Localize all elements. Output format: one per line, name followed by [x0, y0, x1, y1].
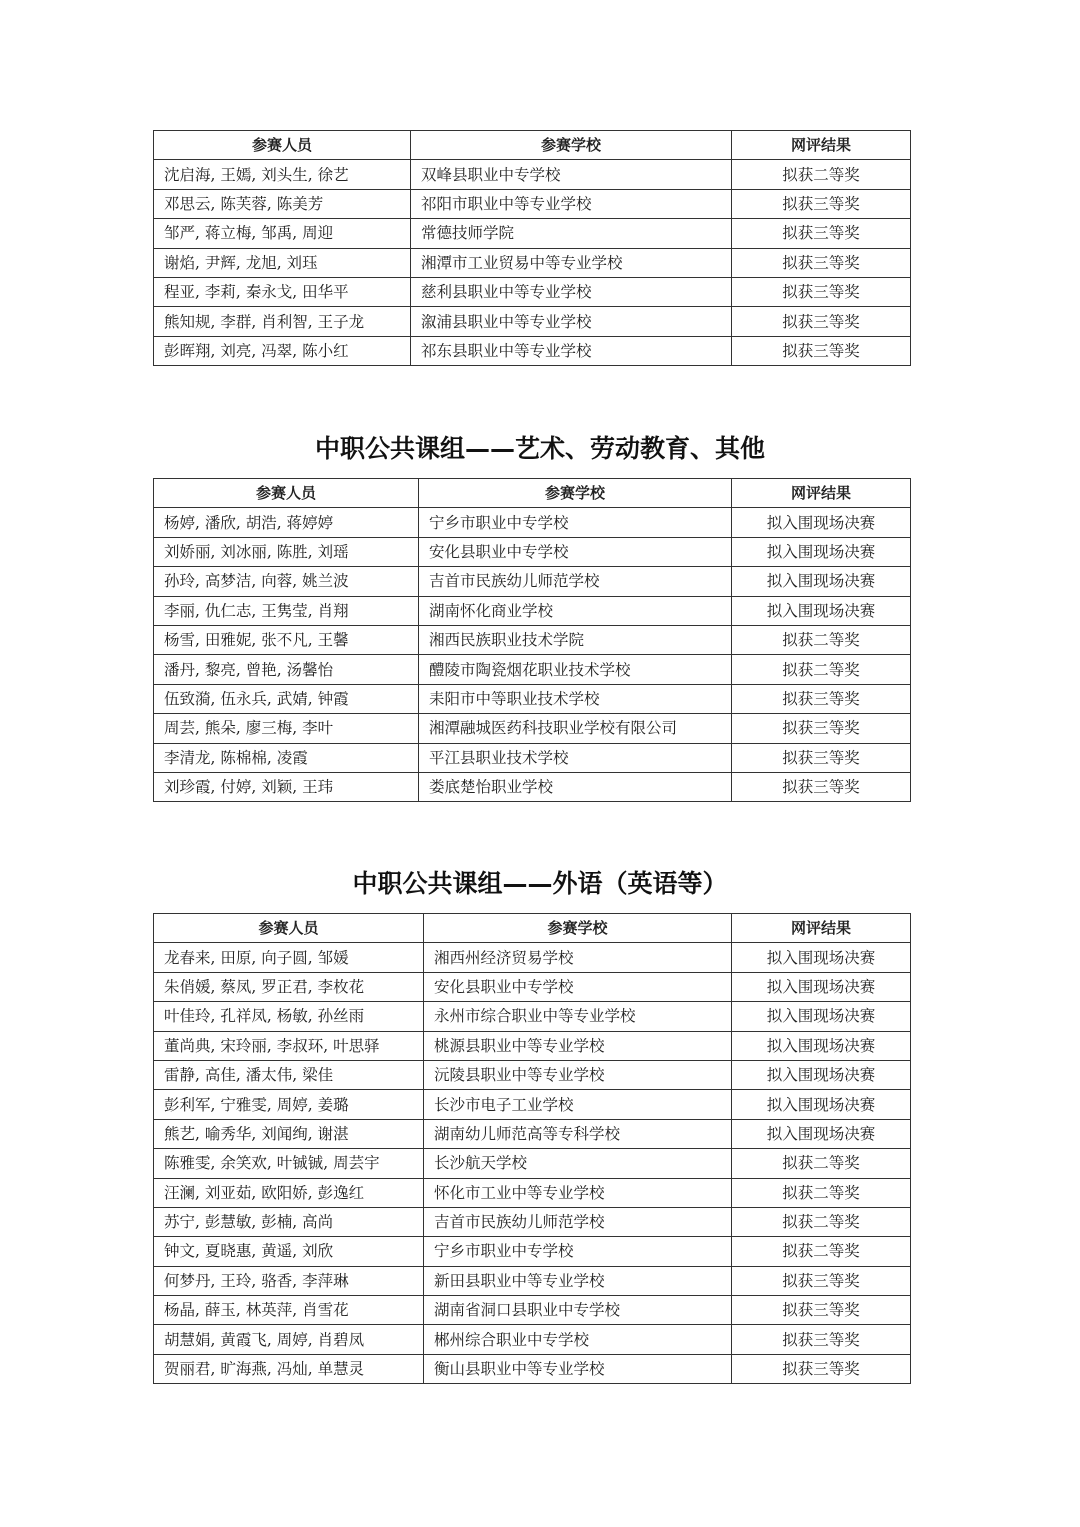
table-row — [154, 1266, 911, 1295]
cell-school: 桃源县职业中等专业学校 — [424, 1031, 732, 1060]
section-title-foreign-language: 中职公共课组——外语（英语等） — [352, 869, 728, 898]
cell-result: 拟入围现场决赛 — [732, 972, 911, 1001]
cell-school: 永州市综合职业中等专业学校 — [424, 1002, 732, 1031]
header-participants: 参赛人员 — [154, 479, 419, 508]
table-row — [154, 219, 911, 248]
cell-school: 祁阳市职业中等专业学校 — [411, 189, 732, 218]
cell-participants: 杨雪, 田雅妮, 张不凡, 王馨 — [154, 625, 419, 654]
cell-participants: 邓思云, 陈芙蓉, 陈美芳 — [154, 189, 411, 218]
cell-participants: 叶佳玲, 孔祥凤, 杨敏, 孙丝雨 — [154, 1002, 424, 1031]
cell-participants: 熊艺, 喻秀华, 刘闻绚, 谢湛 — [154, 1119, 424, 1148]
cell-result: 拟入围现场决赛 — [732, 508, 911, 537]
cell-participants: 沈启海, 王嫣, 刘头生, 徐艺 — [154, 160, 411, 189]
table-row — [154, 277, 911, 306]
cell-participants: 朱俏媛, 蔡凤, 罗正君, 李枚花 — [154, 972, 424, 1001]
cell-participants: 苏宁, 彭慧敏, 彭楠, 高尚 — [154, 1207, 424, 1236]
cell-school: 湘潭融城医药科技职业学校有限公司 — [419, 714, 732, 743]
table-row — [154, 1354, 911, 1383]
cell-school: 怀化市工业中等专业学校 — [424, 1178, 732, 1207]
table-row — [154, 189, 911, 218]
table-row — [154, 625, 911, 654]
cell-school: 醴陵市陶瓷烟花职业技术学校 — [419, 655, 732, 684]
cell-school: 郴州综合职业中专学校 — [424, 1325, 732, 1354]
cell-result: 拟获二等奖 — [732, 1237, 911, 1266]
cell-participants: 贺丽君, 旷海燕, 冯灿, 单慧灵 — [154, 1354, 424, 1383]
cell-school: 湘潭市工业贸易中等专业学校 — [411, 248, 732, 277]
cell-school: 湘西民族职业技术学院 — [419, 625, 732, 654]
cell-participants: 邹严, 蒋立梅, 邹禹, 周迎 — [154, 219, 411, 248]
cell-school: 慈利县职业中等专业学校 — [411, 277, 732, 306]
cell-participants: 谢焰, 尹辉, 龙旭, 刘珏 — [154, 248, 411, 277]
header-participants: 参赛人员 — [154, 914, 424, 943]
table-row — [154, 1031, 911, 1060]
cell-participants: 李清龙, 陈棉棉, 凌霞 — [154, 743, 419, 772]
cell-participants: 彭利军, 宁雅雯, 周婷, 姜璐 — [154, 1090, 424, 1119]
cell-result: 拟入围现场决赛 — [732, 1119, 911, 1148]
cell-participants: 刘娇丽, 刘冰丽, 陈胜, 刘瑶 — [154, 537, 419, 566]
cell-result: 拟获三等奖 — [732, 189, 911, 218]
table-row — [154, 336, 911, 365]
cell-participants: 李丽, 仇仁志, 王隽莹, 肖翔 — [154, 596, 419, 625]
cell-school: 安化县职业中专学校 — [419, 537, 732, 566]
table-header-row — [154, 131, 911, 160]
cell-result: 拟获二等奖 — [732, 655, 911, 684]
header-result: 网评结果 — [732, 914, 911, 943]
cell-participants: 董尚典, 宋玲丽, 李叔环, 叶思驿 — [154, 1031, 424, 1060]
table-row — [154, 508, 911, 537]
cell-participants: 陈雅雯, 余笑欢, 叶铖铖, 周芸宇 — [154, 1149, 424, 1178]
header-result: 网评结果 — [732, 479, 911, 508]
cell-school: 宁乡市职业中专学校 — [424, 1237, 732, 1266]
table-row — [154, 1002, 911, 1031]
cell-school: 长沙市电子工业学校 — [424, 1090, 732, 1119]
cell-school: 溆浦县职业中等专业学校 — [411, 307, 732, 336]
cell-result: 拟获二等奖 — [732, 1207, 911, 1236]
table-row — [154, 943, 911, 972]
cell-school: 吉首市民族幼儿师范学校 — [419, 567, 732, 596]
cell-result: 拟获三等奖 — [732, 743, 911, 772]
cell-school: 安化县职业中专学校 — [424, 972, 732, 1001]
cell-school: 平江县职业技术学校 — [419, 743, 732, 772]
table-row — [154, 596, 911, 625]
table-row — [154, 714, 911, 743]
cell-result: 拟获二等奖 — [732, 1149, 911, 1178]
cell-participants: 周芸, 熊朵, 廖三梅, 李叶 — [154, 714, 419, 743]
results-table-3-container — [153, 913, 910, 1384]
cell-result: 拟获三等奖 — [732, 1354, 911, 1383]
table-row — [154, 1060, 911, 1089]
cell-participants: 钟文, 夏晓惠, 黄遥, 刘欣 — [154, 1237, 424, 1266]
header-participants: 参赛人员 — [154, 131, 411, 160]
results-table-1-container — [153, 130, 910, 366]
cell-result: 拟入围现场决赛 — [732, 596, 911, 625]
cell-result: 拟获三等奖 — [732, 219, 911, 248]
cell-participants: 杨婷, 潘欣, 胡浩, 蒋婷婷 — [154, 508, 419, 537]
cell-school: 宁乡市职业中专学校 — [419, 508, 732, 537]
cell-school: 沅陵县职业中等专业学校 — [424, 1060, 732, 1089]
table-row — [154, 1178, 911, 1207]
table-row — [154, 1119, 911, 1148]
cell-result: 拟获三等奖 — [732, 277, 911, 306]
table-header-row — [154, 479, 911, 508]
cell-result: 拟获三等奖 — [732, 1296, 911, 1325]
table-row — [154, 307, 911, 336]
table-row — [154, 772, 911, 801]
table-row — [154, 655, 911, 684]
cell-school: 长沙航天学校 — [424, 1149, 732, 1178]
cell-participants: 熊知规, 李群, 肖利智, 王子龙 — [154, 307, 411, 336]
cell-school: 湖南幼儿师范高等专科学校 — [424, 1119, 732, 1148]
table-row — [154, 1149, 911, 1178]
cell-result: 拟获三等奖 — [732, 1266, 911, 1295]
cell-participants: 孙玲, 高梦洁, 向蓉, 姚兰波 — [154, 567, 419, 596]
cell-school: 祁东县职业中等专业学校 — [411, 336, 732, 365]
cell-participants: 彭晖翔, 刘亮, 冯翠, 陈小红 — [154, 336, 411, 365]
cell-result: 拟入围现场决赛 — [732, 537, 911, 566]
results-table-1 — [153, 130, 911, 366]
cell-school: 娄底楚怡职业学校 — [419, 772, 732, 801]
table-row — [154, 567, 911, 596]
cell-school: 新田县职业中等专业学校 — [424, 1266, 732, 1295]
cell-result: 拟入围现场决赛 — [732, 943, 911, 972]
cell-school: 湘西州经济贸易学校 — [424, 943, 732, 972]
cell-participants: 刘珍霞, 付婷, 刘颖, 王玮 — [154, 772, 419, 801]
cell-result: 拟获三等奖 — [732, 714, 911, 743]
results-table-3 — [153, 913, 911, 1384]
cell-result: 拟入围现场决赛 — [732, 1060, 911, 1089]
cell-school: 湖南省洞口县职业中专学校 — [424, 1296, 732, 1325]
cell-result: 拟获二等奖 — [732, 1178, 911, 1207]
cell-result: 拟获三等奖 — [732, 307, 911, 336]
cell-school: 常德技师学院 — [411, 219, 732, 248]
cell-result: 拟入围现场决赛 — [732, 1002, 911, 1031]
cell-result: 拟获二等奖 — [732, 160, 911, 189]
results-table-2-container — [153, 478, 910, 802]
cell-school: 衡山县职业中等专业学校 — [424, 1354, 732, 1383]
section-title-arts-labor: 中职公共课组——艺术、劳动教育、其他 — [314, 434, 765, 463]
cell-participants: 潘丹, 黎亮, 曾艳, 汤馨怡 — [154, 655, 419, 684]
table-row — [154, 537, 911, 566]
cell-participants: 伍致漪, 伍永兵, 武婧, 钟霞 — [154, 684, 419, 713]
header-result: 网评结果 — [732, 131, 911, 160]
cell-school: 双峰县职业中专学校 — [411, 160, 732, 189]
cell-participants: 何梦丹, 王玲, 骆香, 李萍琳 — [154, 1266, 424, 1295]
cell-participants: 杨晶, 薛玉, 林英萍, 肖雪花 — [154, 1296, 424, 1325]
table-row — [154, 1207, 911, 1236]
cell-result: 拟获三等奖 — [732, 336, 911, 365]
table-row — [154, 972, 911, 1001]
cell-participants: 胡慧娟, 黄霞飞, 周婷, 肖碧凤 — [154, 1325, 424, 1354]
cell-participants: 汪澜, 刘亚茹, 欧阳娇, 彭逸红 — [154, 1178, 424, 1207]
cell-result: 拟入围现场决赛 — [732, 567, 911, 596]
cell-result: 拟入围现场决赛 — [732, 1031, 911, 1060]
cell-school: 湖南怀化商业学校 — [419, 596, 732, 625]
table-row — [154, 1296, 911, 1325]
header-school: 参赛学校 — [424, 914, 732, 943]
cell-result: 拟入围现场决赛 — [732, 1090, 911, 1119]
header-school: 参赛学校 — [419, 479, 732, 508]
table-row — [154, 1237, 911, 1266]
cell-school: 耒阳市中等职业技术学校 — [419, 684, 732, 713]
cell-participants: 雷静, 高佳, 潘太伟, 梁佳 — [154, 1060, 424, 1089]
cell-result: 拟获二等奖 — [732, 625, 911, 654]
table-row — [154, 248, 911, 277]
cell-result: 拟获三等奖 — [732, 248, 911, 277]
cell-participants: 程亚, 李莉, 秦永戈, 田华平 — [154, 277, 411, 306]
cell-result: 拟获三等奖 — [732, 772, 911, 801]
table-row — [154, 1325, 911, 1354]
cell-result: 拟获三等奖 — [732, 684, 911, 713]
cell-result: 拟获三等奖 — [732, 1325, 911, 1354]
results-table-2 — [153, 478, 911, 802]
header-school: 参赛学校 — [411, 131, 732, 160]
table-row — [154, 684, 911, 713]
cell-school: 吉首市民族幼儿师范学校 — [424, 1207, 732, 1236]
cell-participants: 龙春来, 田原, 向子圆, 邹媛 — [154, 943, 424, 972]
table-row — [154, 160, 911, 189]
table-row — [154, 743, 911, 772]
table-row — [154, 1090, 911, 1119]
table-header-row — [154, 914, 911, 943]
